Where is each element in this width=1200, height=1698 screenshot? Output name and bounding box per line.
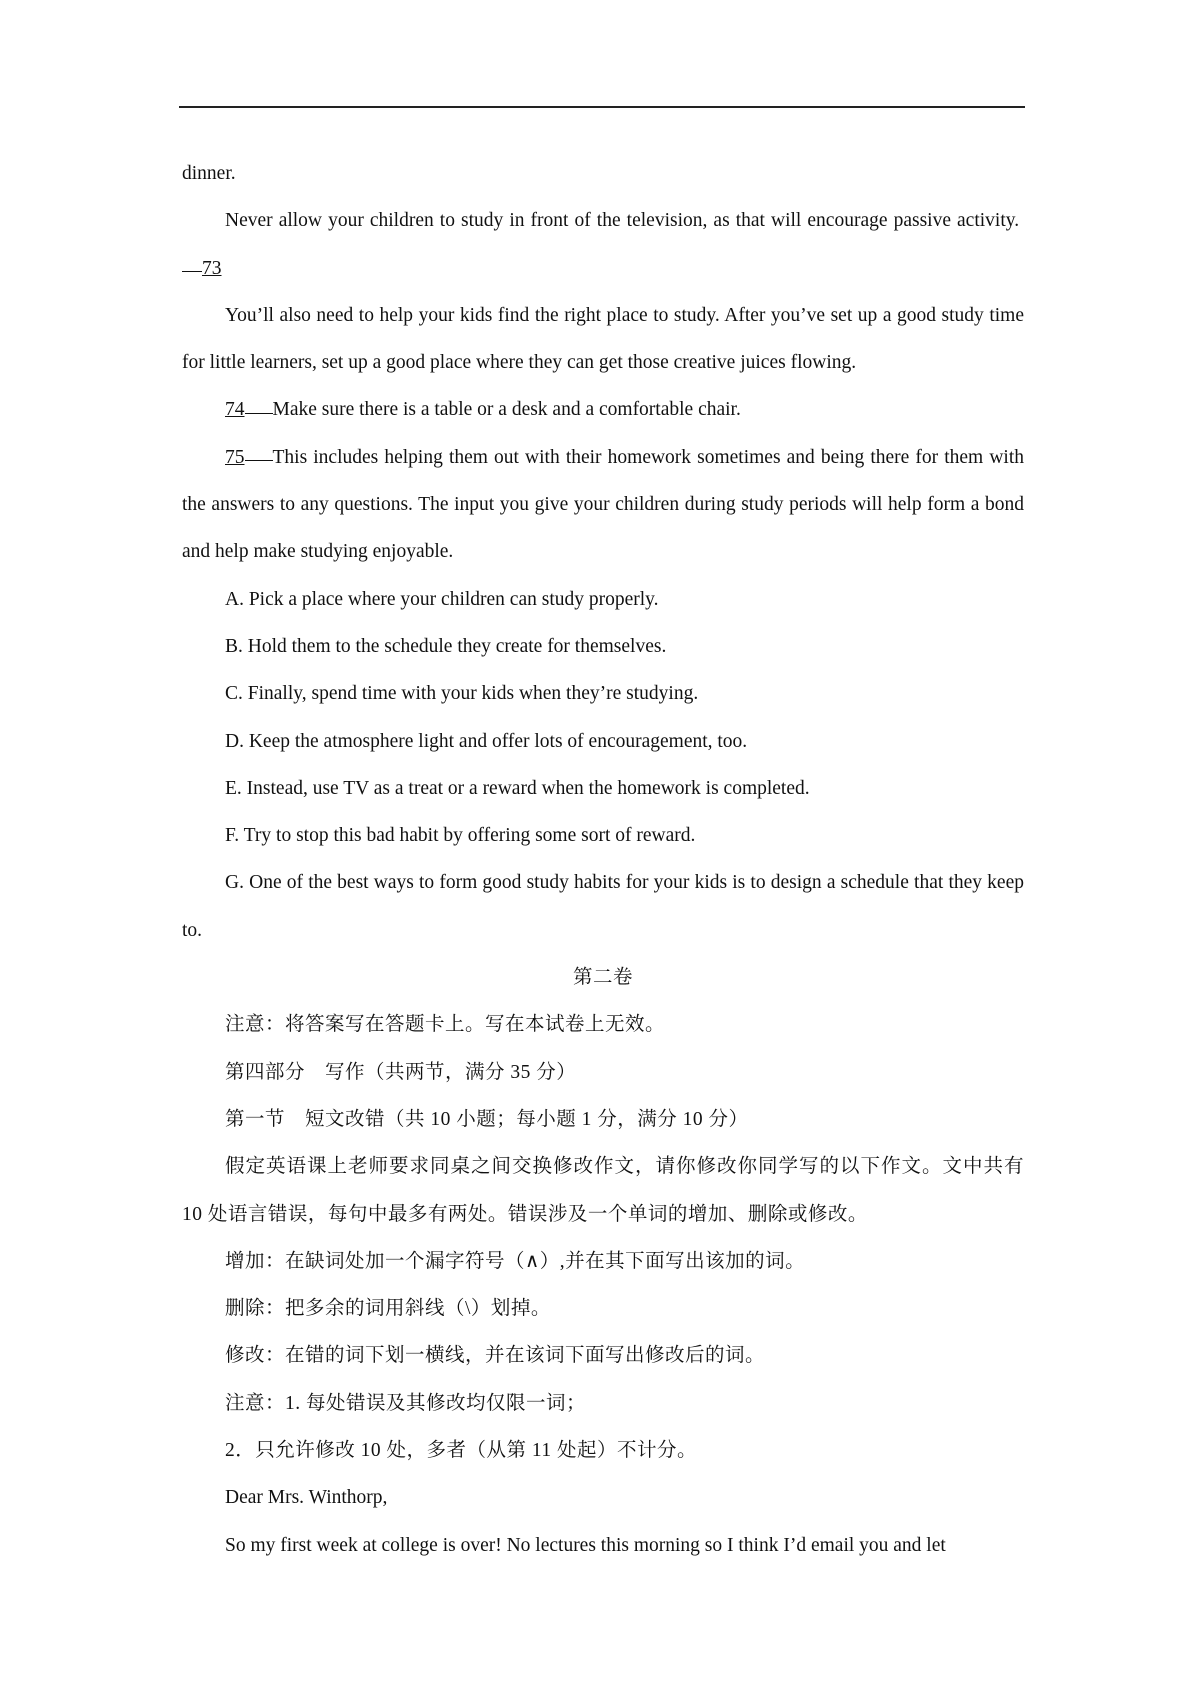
letter-first-line: So my first week at college is over! No lectures this morning so I think I’d email you and let bbox=[225, 1534, 946, 1556]
paragraph-study-place: You’ll also need to help your kids find the right place to study. After you’ve set up a good study time for little learners, set up a good place where they can get those creative juices flowing. bbox=[182, 304, 1024, 374]
blank-75: 75 bbox=[225, 446, 245, 468]
paragraph-75 bbox=[182, 434, 1024, 576]
blank-line-75-tail bbox=[245, 459, 273, 461]
rule-modify: 修改：在错的词下划一横线，并在该词下面写出修改后的词。 bbox=[225, 1345, 766, 1367]
header-rule bbox=[179, 106, 1025, 108]
paragraph-74-text: Make sure there is a table or a desk and a comfortable chair. bbox=[272, 399, 741, 421]
paragraph-television bbox=[182, 197, 1024, 292]
blank-line-73-lead bbox=[182, 270, 202, 272]
paragraph-television-text: Never allow your children to study in front of the television, as that will encourage passive activity. bbox=[225, 210, 1020, 232]
rule-add: 增加：在缺词处加一个漏字符号（∧）,并在其下面写出该加的词。 bbox=[225, 1250, 806, 1272]
section-title: 第二卷 bbox=[572, 967, 633, 989]
blank-74: 74 bbox=[225, 399, 245, 421]
blank-line-74-tail bbox=[245, 412, 273, 414]
option-f: F. Try to stop this bad habit by offering some sort of reward. bbox=[225, 825, 696, 847]
part-four-heading: 第四部分 写作（共两节，满分 35 分） bbox=[225, 1061, 577, 1083]
option-a: A. Pick a place where your children can study properly. bbox=[225, 588, 659, 610]
letter-salutation: Dear Mrs. Winthorp, bbox=[225, 1487, 388, 1509]
option-e: E. Instead, use TV as a treat or a reward when the homework is completed. bbox=[225, 777, 810, 799]
section-one-heading: 第一节 短文改错（共 10 小题；每小题 1 分，满分 10 分） bbox=[225, 1108, 749, 1130]
option-c: C. Finally, spend time with your kids when they’re studying. bbox=[225, 683, 699, 705]
note-one: 注意：1. 每处错误及其修改均仅限一词； bbox=[225, 1392, 587, 1414]
rule-delete: 删除：把多余的词用斜线（\）划掉。 bbox=[225, 1298, 551, 1320]
instructions: 假定英语课上老师要求同桌之间交换修改作文，请你修改你同学写的以下作文。文中共有 10 处语言错误，每句中最多有两处。错误涉及一个单词的增加、删除或修改。 bbox=[182, 1156, 1024, 1225]
option-d: D. Keep the atmosphere light and offer lots of encouragement, too. bbox=[225, 730, 748, 752]
document-body bbox=[182, 150, 1024, 1569]
paragraph-75-text: This includes helping them out with their homework sometimes and being there for them with the answers to any questions. The input you give your children during study periods will help form a bond and help make studying enjoyable. bbox=[182, 446, 1024, 563]
note-two: 2．只允许修改 10 处，多者（从第 11 处起）不计分。 bbox=[225, 1440, 698, 1462]
blank-73: 73 bbox=[202, 257, 222, 279]
paragraph-74 bbox=[182, 386, 1024, 433]
notice: 注意：将答案写在答题卡上。写在本试卷上无效。 bbox=[225, 1014, 666, 1036]
option-g: G. One of the best ways to form good study habits for your kids is to design a schedule that they keep to. bbox=[182, 872, 1024, 941]
option-b: B. Hold them to the schedule they create for themselves. bbox=[225, 635, 667, 657]
paragraph-dinner: dinner. bbox=[182, 163, 236, 184]
